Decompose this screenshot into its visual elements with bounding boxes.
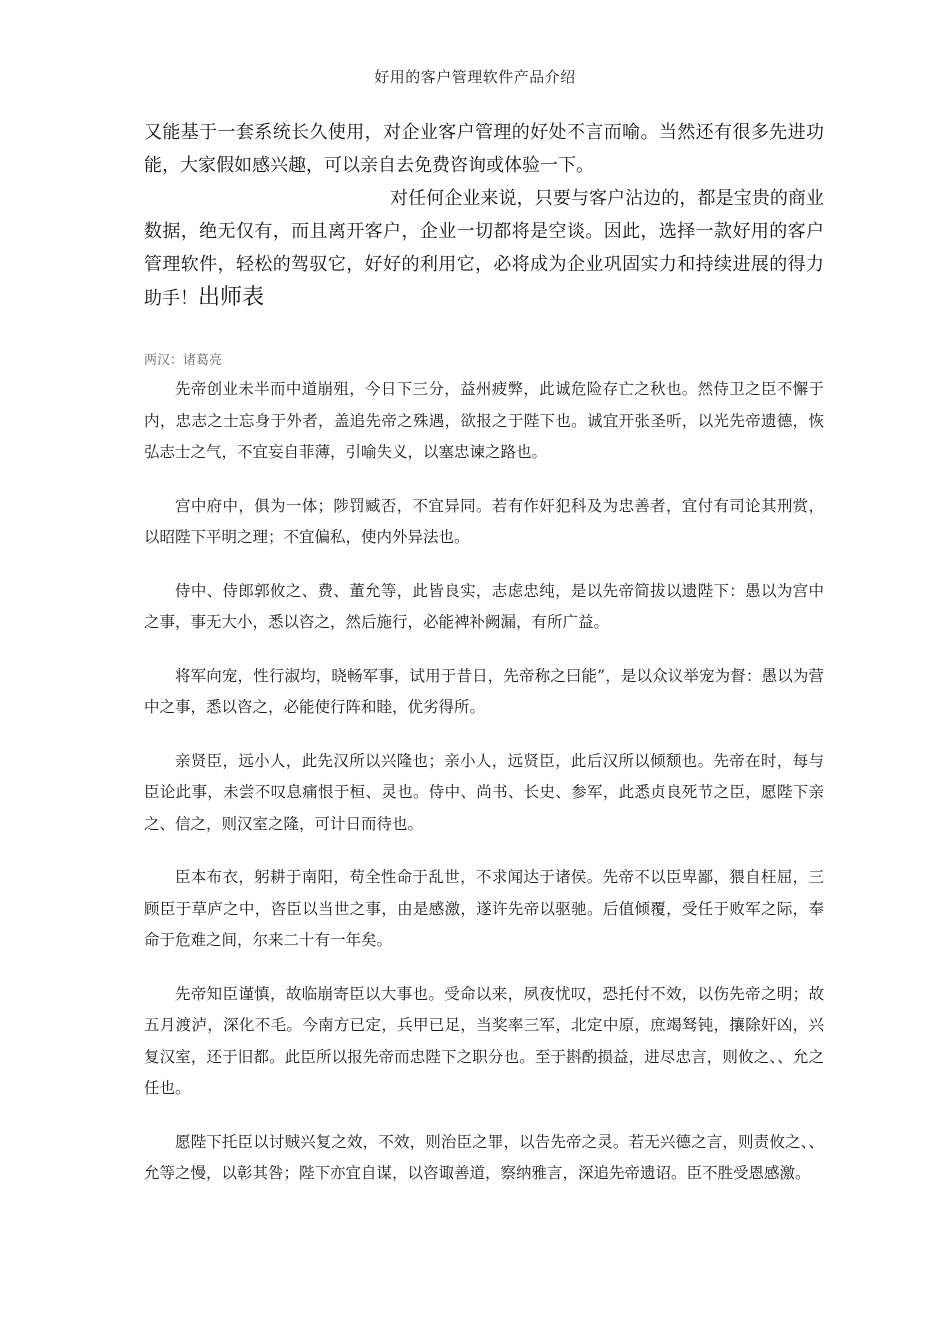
essay-paragraph: 先帝创业未半而中道崩殂，今日下三分，益州疲弊，此诚危险存亡之秋也。然侍卫之臣不懈于内，忠志之士忘身于外者，盖追先帝之殊遇，欲报之于陛下也。诚宜开张圣听，以光先帝遗德，恢弘志士之气，不宜妄自菲薄，引喻失义，以塞忠谏之路也。 — [144, 380, 824, 461]
intro-paragraph-2-text: 对任何企业来说，只要与客户沾边的，都是宝贵的商业数据，绝无仅有，而且离开客户，企业一切都将是空谈。因此，选择一款好用的客户管理软件，轻松的驾驭它，好好的利用它，必将成为企业巩固实力和持续进展的得力助手！ — [144, 188, 824, 309]
intro-section — [144, 116, 824, 315]
essay-paragraph: 先帝知臣谨慎，故临崩寄臣以大事也。受命以来，夙夜忧叹，恐托付不效，以伤先帝之明；故五月渡泸，深化不毛。今南方已定，兵甲已足，当奖率三军，北定中原，庶竭驽钝，攘除奸凶，兴复汉室，还于旧都。此臣所以报先帝而忠陛下之职分也。至于斟酌损益，进尽忠言，则攸之、、允之任也。 — [144, 984, 824, 1097]
essay-paragraph: 臣本布衣，躬耕于南阳，苟全性命于乱世，不求闻达于诸侯。先帝不以臣卑鄙，猥自枉屈，三顾臣于草庐之中，咨臣以当世之事，由是感激，遂许先帝以驱驰。后值倾覆，受任于败军之际，奉命于危难之间，尔来二十有一年矣。 — [144, 868, 824, 949]
essay-title: 出师表 — [198, 285, 265, 310]
essay-paragraph: 愿陛下托臣以讨贼兴复之效，不效，则治臣之罪，以告先帝之灵。若无兴德之言，则责攸之、、允等之慢，以彰其咎；陛下亦宜自谋，以咨诹善道，察纳雅言，深追先帝遗诏。臣不胜受恩感激。 — [144, 1132, 824, 1182]
intro-paragraph-2 — [144, 182, 824, 315]
essay-paragraph: 侍中、侍郎郭攸之、费、董允等，此皆良实，志虑忠纯，是以先帝简拔以遗陛下：愚以为宫中之事，事无大小，悉以咨之，然后施行，必能裨补阙漏，有所广益。 — [144, 581, 824, 631]
page-header: 好用的客户管理软件产品介绍 — [374, 68, 576, 86]
essay-body — [144, 374, 824, 1212]
essay-paragraph: 宫中府中，俱为一体；陟罚臧否，不宜异同。若有作奸犯科及为忠善者，宜付有司论其刑赏，以昭陛下平明之理；不宜偏私，使内外异法也。 — [144, 496, 824, 546]
intro-paragraph-1: 又能基于一套系统长久使用，对企业客户管理的好处不言而喻。当然还有很多先进功能，大家假如感兴趣，可以亲自去免费咨询或体验一下。 — [144, 122, 824, 176]
essay-author: 两汉：诸葛亮 — [144, 353, 223, 368]
essay-paragraph: 亲贤臣，远小人，此先汉所以兴隆也；亲小人，远贤臣，此后汉所以倾颓也。先帝在时，每与臣论此事，未尝不叹息痛恨于桓、灵也。侍中、尚书、长史、参军，此悉贞良死节之臣，愿陛下亲之、信之，则汉室之隆，可计日而待也。 — [144, 751, 824, 833]
essay-paragraph: 将军向宠，性行淑均，晓畅军事，试用于昔日，先帝称之曰能”，是以众议举宠为督：愚以为营中之事，悉以咨之，必能使行阵和睦，优劣得所。 — [144, 666, 824, 716]
